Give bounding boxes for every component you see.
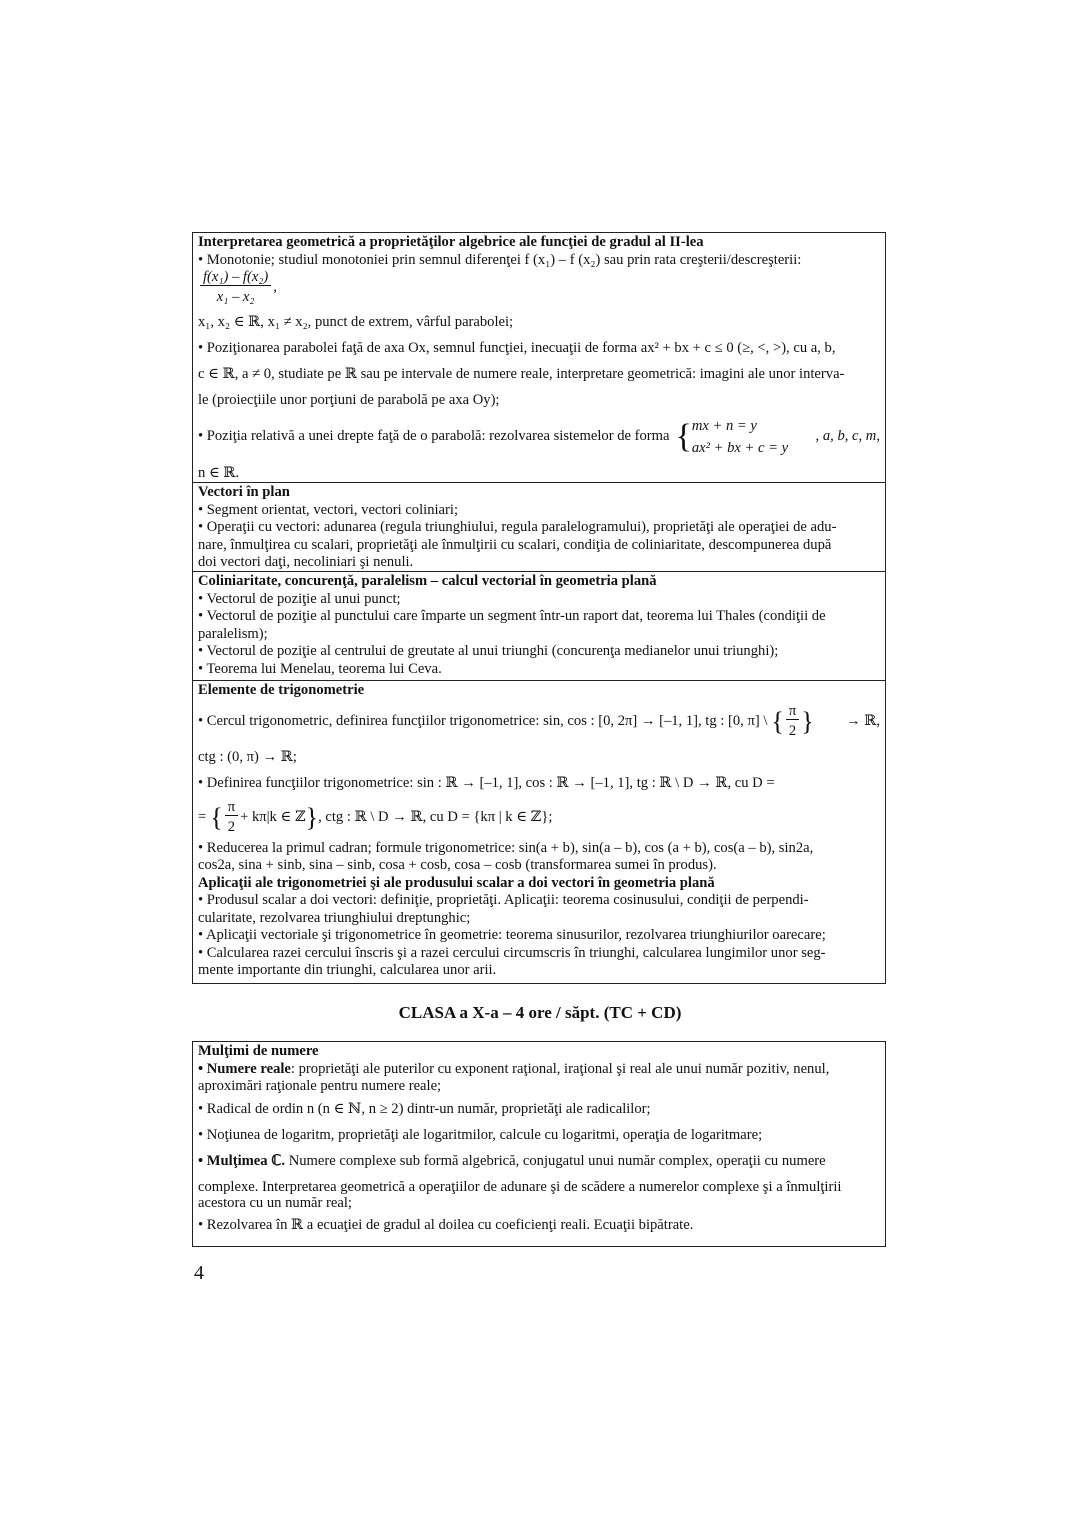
row-line: • Vectorul de poziţie al punctului care împarte un segment într-un raport dat, teorema lui Thales (condiţii de: [198, 608, 826, 624]
curriculum-table-grade-9: [192, 232, 886, 984]
row-line: • Aplicaţii vectoriale şi trigonometrice în geometrie: teorema sinusurilor, rezolvarea triunghiurilor oarecare;: [198, 927, 826, 943]
brace-icon: {: [771, 706, 784, 736]
row-line: • Teorema lui Menelau, teorema lui Ceva.: [198, 660, 442, 677]
row-heading: Coliniaritate, concurenţă, paralelism – calcul vectorial în geometria plană: [198, 573, 657, 589]
row-line: cos2a, sina + sinb, sina – sinb, cosa + cosb, cosa – cosb (transformarea sumei în produs).: [198, 857, 717, 873]
row-line: • Cercul trigonometric, definirea funcţiilor trigonometrice: sin, cos : [0, 2π] → [–1, 1], tg : [0, π] \ { $\frac{\pi}{2}$ } → ℝ,: [198, 703, 880, 739]
row-line: • Rezolvarea în ℝ a ecuaţiei de gradul al doilea cu coeficienţi reali. Ecuaţii bipătrate.: [198, 1217, 694, 1233]
brace-icon: {: [675, 418, 692, 455]
row-line: = { $\frac{\pi}{2}$ + kπ|k ∈ ℤ } , ctg : ℝ \ D → ℝ, cu D = {kπ | k ∈ ℤ};: [198, 799, 553, 835]
row-line: • Radical de ordin n (n ∈ ℕ, n ≥ 2) dintr-un număr, proprietăţi ale radicalilor;: [198, 1100, 651, 1117]
row-trigonometry: [193, 681, 885, 983]
row-line: • Vectorul de poziţie al unui punct;: [198, 590, 401, 607]
equation-system: mx + n = y ax² + bx + c = y: [691, 418, 789, 456]
row-quadratic-function: [193, 233, 885, 483]
row-line: • Mulţimea ℂ. Numere complexe sub formă algebrică, conjugatul unui număr complex, operaţii cu numere: [198, 1152, 826, 1169]
row-line: • Segment orientat, vectori, vectori coliniari;: [198, 501, 459, 518]
row-line: x₁, x₂ ∈ ℝ, x₁ ≠ x₂, punct de extrem, vârful parabolei;: [198, 314, 514, 330]
row-line: • Vectorul de poziţie al centrului de greutate al unui triunghi (concurenţa medianelor unui triunghi);: [198, 643, 779, 659]
row-line: • Noţiunea de logaritm, proprietăţi ale logaritmilor, calcule cu logaritmi, operaţia de logaritmare;: [198, 1126, 763, 1143]
row-line: • Monotonie; studiul monotoniei prin semnul diferenţei f (x₁) – f (x₂) sau prin rata creşterii/descreşterii:: [198, 251, 802, 268]
row-line: complexe. Interpretarea geometrică a operaţiilor de adunare şi de scădere a numerelor complexe şi a înmulţirii: [198, 1178, 842, 1195]
row-line: • Operaţii cu vectori: adunarea (regula triunghiului, regula paralelogramului), proprietăţi ale operaţiei de adu-: [198, 519, 837, 535]
row-line: • Definirea funcţiilor trigonometrice: sin : ℝ → [–1, 1], cos : ℝ → [–1, 1], tg : ℝ \ D → ℝ, cu D =: [198, 774, 775, 791]
row-line: doi vectori daţi, necoliniari şi nenuli.: [198, 554, 414, 570]
section-title: CLASA a X-a – 4 ore / săpt. (TC + CD): [398, 1003, 682, 1022]
row-line: le (proiecţiile unor porţiuni de parabolă pe axa Oy);: [198, 392, 500, 408]
row-number-sets: [193, 1042, 885, 1246]
row-line: • Poziţionarea parabolei faţă de axa Ox, semnul funcţiei, inecuaţii de forma ax² + bx + c ≤ 0 (≥, <, >), cu a, b,: [198, 340, 836, 356]
row-line: c ∈ ℝ, a ≠ 0, studiate pe ℝ sau pe intervale de numere reale, interpretare geometrică: imagini ale unor interva-: [198, 366, 845, 382]
row-line: nare, înmulţirea cu scalari, proprietăţi ale înmulţirii cu scalari, condiţia de coliniaritate, descompunerea după: [198, 536, 832, 553]
page-number: 4: [194, 1262, 204, 1284]
row-collinearity: [193, 572, 885, 681]
row-line: n ∈ ℝ.: [198, 465, 240, 481]
pi-over-two-fraction: $\frac{\pi}{2}$: [225, 799, 238, 836]
row-line: acestora cu un număr real;: [198, 1194, 352, 1211]
row-line: aproximări raţionale pentru numere reale;: [198, 1078, 442, 1094]
row-line: • Calcularea razei cercului înscris şi a razei cercului circumscris în triunghi, calcularea lungimilor unor seg-: [198, 944, 826, 961]
row-line: mente importante din triunghi, calcularea unor arii.: [198, 962, 497, 978]
system-line: • Poziţia relativă a unei drepte faţă de o parabolă: rezolvarea sistemelor de forma { mx + n = y ax² + bx + c = y , a, b, c, m,: [198, 413, 880, 461]
pi-over-two-fraction: $\frac{\pi}{2}$: [786, 703, 799, 740]
fraction-line: $\frac{\text{f(x₁) – f(x₂)}}{\text{x₁ – x₂}}$ ,: [198, 269, 880, 309]
row-heading: Elemente de trigonometrie: [198, 682, 365, 698]
row-heading: Interpretarea geometrică a proprietăţilor algebrice ale funcţiei de gradul al II-lea: [198, 234, 704, 250]
row-line: paralelism);: [198, 625, 268, 642]
brace-icon: {: [210, 802, 223, 832]
row-line: • Produsul scalar a doi vectori: definiţie, proprietăţi. Aplicaţii: teorema cosinusului, condiţii de perpendi-: [198, 892, 809, 908]
row-heading: Vectori în plan: [198, 484, 290, 500]
row-subheading: Aplicaţii ale trigonometriei şi ale produsului scalar a doi vectori în geometria plană: [198, 874, 715, 891]
brace-icon: }: [801, 706, 814, 736]
row-line: • Numere reale: proprietăţi ale puterilor cu exponent raţional, iraţional şi real ale unui număr pozitiv, nenul,: [198, 1060, 830, 1077]
curriculum-table-grade-10: [192, 1041, 886, 1247]
brace-icon: }: [305, 802, 319, 832]
row-heading: Mulţimi de numere: [198, 1043, 319, 1059]
row-line: cularitate, rezolvarea triunghiului dreptunghic;: [198, 909, 471, 926]
row-vectors: [193, 483, 885, 572]
row-line: • Reducerea la primul cadran; formule trigonometrice: sin(a + b), sin(a – b), cos (a + b), cos(a – b), sin2a,: [198, 839, 814, 856]
rate-fraction: $\frac{\text{f(x₁) – f(x₂)}}{\text{x₁ – x₂}}$: [200, 269, 271, 306]
row-line: ctg : (0, π) → ℝ;: [198, 748, 297, 765]
